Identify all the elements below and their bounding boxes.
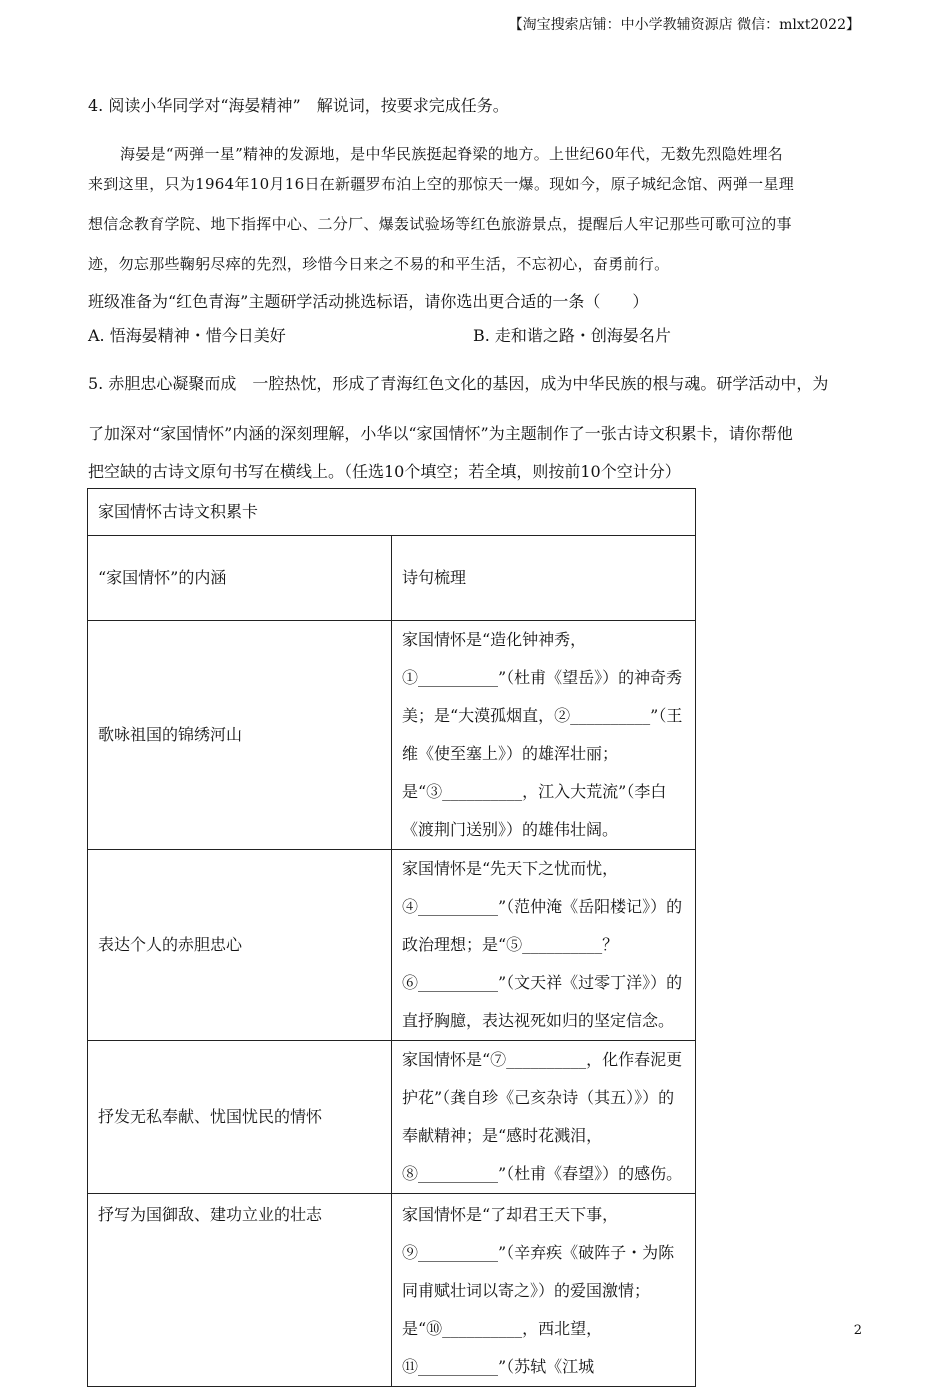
table-row [88, 1194, 696, 1387]
option-a: A. 悟海晏精神・惜今日美好 [88, 326, 286, 345]
question-5-line-1: 5. 赤胆忠心凝聚而成 一腔热忱，形成了青海红色文化的基因，成为中华民族的根与魂。研学活动中，为 [88, 374, 829, 393]
question-5-line-3: 把空缺的古诗文原句书写在横线上。（任选10个填空；若全填，则按前10个空计分） [88, 462, 681, 481]
page-number: 2 [853, 1323, 862, 1338]
option-b: B. 走和谐之路・创海晏名片 [473, 326, 671, 345]
row-meaning: 表达个人的赤胆忠心 [88, 850, 392, 1041]
row-content: 家国情怀是“先天下之忧而忧，④__________”（范仲淹《岳阳楼记》）的政治理想；是“⑤__________？⑥__________”（文天祥《过零丁洋》）的直抒胸臆，表达视死如归的坚定信念。 [392, 850, 696, 1041]
row-content: 家国情怀是“了却君王天下事，⑨__________”（辛弃疾《破阵子・为陈同甫赋壮词以寄之》）的爱国激情；是“⑩__________，西北望，⑪__________”（苏轼《江城 [392, 1194, 696, 1387]
card-title: 家国情怀古诗文积累卡 [88, 489, 696, 536]
header-watermark: 【淘宝搜索店铺：中小学教辅资源店 微信：mlxt2022】 [508, 17, 860, 33]
question-4-prompt: 4. 阅读小华同学对“海晏精神” 解说词，按要求完成任务。 [88, 96, 509, 115]
column-header-verses: 诗句梳理 [392, 536, 696, 621]
row-content: 家国情怀是“造化钟神秀，①__________”（杜甫《望岳》）的神奇秀美；是“大漠孤烟直，②__________”（王维《使至塞上》）的雄浑壮丽；是“③__________，江入大荒流”（李白《渡荆门送别》）的雄伟壮阔。 [392, 621, 696, 850]
row-content: 家国情怀是“⑦__________，化作春泥更护花”（龚自珍《己亥杂诗（其五）》）的奉献精神；是“感时花溅泪，⑧__________”（杜甫《春望》）的感伤。 [392, 1041, 696, 1194]
passage-line-1: 海晏是“两弹一星”精神的发源地，是中华民族挺起脊梁的地方。上世纪60年代，无数先烈隐姓埋名 [120, 145, 783, 163]
row-meaning: 抒写为国御敌、建功立业的壮志 [88, 1194, 392, 1387]
passage-line-4: 迹，勿忘那些鞠躬尽瘁的先烈，珍惜今日来之不易的和平生活，不忘初心，奋勇前行。 [88, 255, 670, 273]
table-row [88, 850, 696, 1041]
row-meaning: 抒发无私奉献、忧国忧民的情怀 [88, 1041, 392, 1194]
row-meaning: 歌咏祖国的锦绣河山 [88, 621, 392, 850]
column-header-meaning: “家国情怀”的内涵 [88, 536, 392, 621]
table-row [88, 621, 696, 850]
question-4-task: 班级准备为“红色青海”主题研学活动挑选标语，请你选出更合适的一条（ ） [88, 292, 649, 311]
passage-line-2: 来到这里，只为1964年10月16日在新疆罗布泊上空的那惊天一爆。现如今，原子城纪念馆、两弹一星理 [88, 175, 795, 193]
question-5-line-2: 了加深对“家国情怀”内涵的深刻理解，小华以“家国情怀”为主题制作了一张古诗文积累卡，请你帮他 [88, 424, 793, 443]
table-row [88, 1041, 696, 1194]
poetry-accumulation-card [87, 488, 696, 1387]
passage-line-3: 想信念教育学院、地下指挥中心、二分厂、爆轰试验场等红色旅游景点，提醒后人牢记那些可歌可泣的事 [88, 215, 792, 233]
